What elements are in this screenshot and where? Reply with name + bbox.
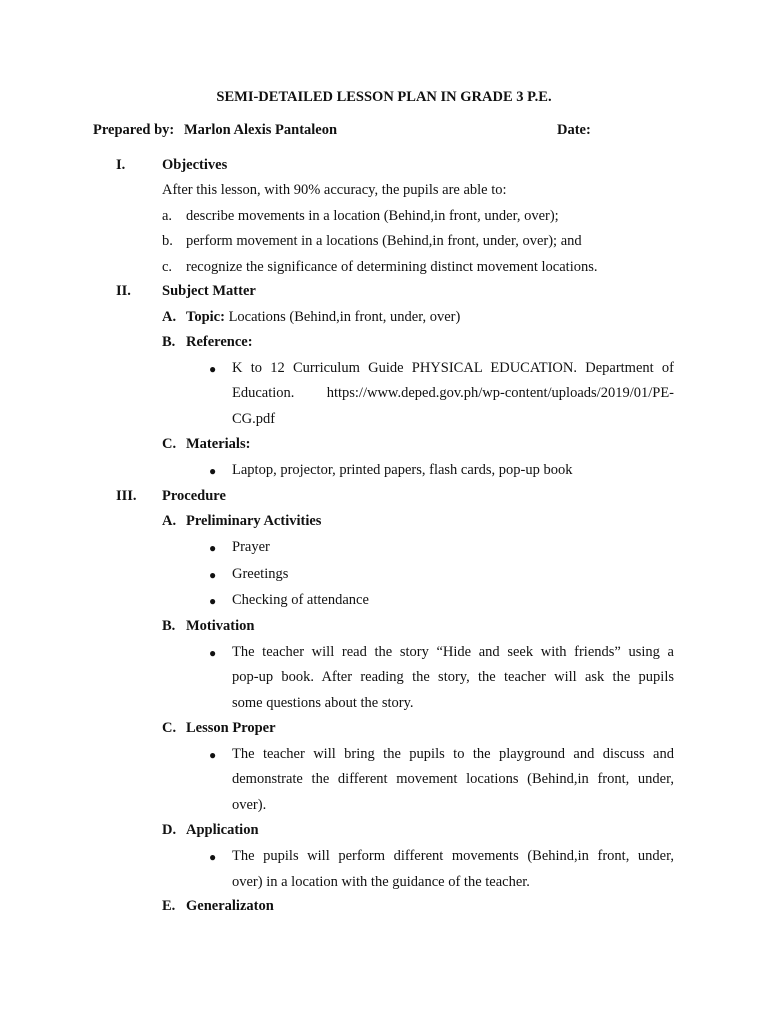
prepared-by-name: Marlon Alexis Pantaleon xyxy=(184,122,338,138)
objective-text: recognize the significance of determining distinct movement locations. xyxy=(186,259,598,275)
bullet-icon: ● xyxy=(209,594,217,608)
reference-marker: B. xyxy=(162,334,176,350)
generalization-label: Generalizaton xyxy=(186,898,274,914)
objective-marker: b. xyxy=(162,233,173,249)
preliminary-marker: A. xyxy=(162,513,177,529)
bullet-icon: ● xyxy=(209,541,217,555)
materials-label: Materials: xyxy=(186,436,251,452)
topic-label: Topic: xyxy=(186,309,225,325)
reference-line: CG.pdf xyxy=(232,411,276,427)
topic-marker: A. xyxy=(162,309,177,325)
topic-line xyxy=(186,308,460,326)
objective-marker: c. xyxy=(162,259,173,275)
bullet-icon: ● xyxy=(209,464,217,478)
bullet-icon: ● xyxy=(209,568,217,582)
section-numeral-subject-matter: II. xyxy=(116,283,131,299)
section-numeral-procedure: III. xyxy=(116,488,137,504)
bullet-icon: ● xyxy=(209,362,217,376)
motivation-line: pop-up book. After reading the story, the teacher will ask the pupils xyxy=(232,669,674,685)
objective-marker: a. xyxy=(162,208,173,224)
topic-text: Locations (Behind,in front, under, over) xyxy=(228,309,461,325)
section-heading-procedure: Procedure xyxy=(162,488,226,504)
lesson-proper-line: over). xyxy=(232,797,267,813)
lesson-proper-marker: C. xyxy=(162,720,177,736)
application-line: over) in a location with the guidance of the teacher. xyxy=(232,874,530,890)
preliminary-item: Prayer xyxy=(232,539,270,555)
preliminary-item: Checking of attendance xyxy=(232,592,369,608)
section-heading-objectives: Objectives xyxy=(162,157,228,173)
motivation-line: The teacher will read the story “Hide and seek with friends” using a xyxy=(232,644,674,660)
lesson-proper-line: The teacher will bring the pupils to the playground and discuss and xyxy=(232,746,674,762)
materials-marker: C. xyxy=(162,436,177,452)
date-label: Date: xyxy=(557,122,591,138)
objective-text: describe movements in a location (Behind,in front, under, over); xyxy=(186,208,559,224)
application-marker: D. xyxy=(162,822,177,838)
section-numeral-objectives: I. xyxy=(116,157,126,173)
motivation-label: Motivation xyxy=(186,618,255,634)
lesson-proper-label: Lesson Proper xyxy=(186,720,276,736)
application-line: The pupils will perform different movements (Behind,in front, under, xyxy=(232,848,674,864)
lesson-proper-line: demonstrate the different movement locations (Behind,in front, under, xyxy=(232,771,674,787)
bullet-icon: ● xyxy=(209,850,217,864)
motivation-marker: B. xyxy=(162,618,176,634)
prepared-by-label: Prepared by: xyxy=(93,122,175,138)
motivation-line: some questions about the story. xyxy=(232,695,414,711)
preliminary-item: Greetings xyxy=(232,566,289,582)
section-heading-subject-matter: Subject Matter xyxy=(162,283,256,299)
page-title: SEMI-DETAILED LESSON PLAN IN GRADE 3 P.E. xyxy=(216,89,552,105)
generalization-marker: E. xyxy=(162,898,176,914)
reference-line: K to 12 Curriculum Guide PHYSICAL EDUCATION. Department of xyxy=(232,360,674,376)
objectives-intro: After this lesson, with 90% accuracy, the pupils are able to: xyxy=(162,182,507,198)
reference-line: Education. https://www.deped.gov.ph/wp-content/uploads/2019/01/PE- xyxy=(232,385,674,401)
objective-text: perform movement in a locations (Behind,in front, under, over); and xyxy=(186,233,582,249)
bullet-icon: ● xyxy=(209,748,217,762)
materials-text: Laptop, projector, printed papers, flash cards, pop-up book xyxy=(232,462,573,478)
bullet-icon: ● xyxy=(209,646,217,660)
reference-label: Reference: xyxy=(186,334,253,350)
application-label: Application xyxy=(186,822,259,838)
preliminary-label: Preliminary Activities xyxy=(186,513,322,529)
